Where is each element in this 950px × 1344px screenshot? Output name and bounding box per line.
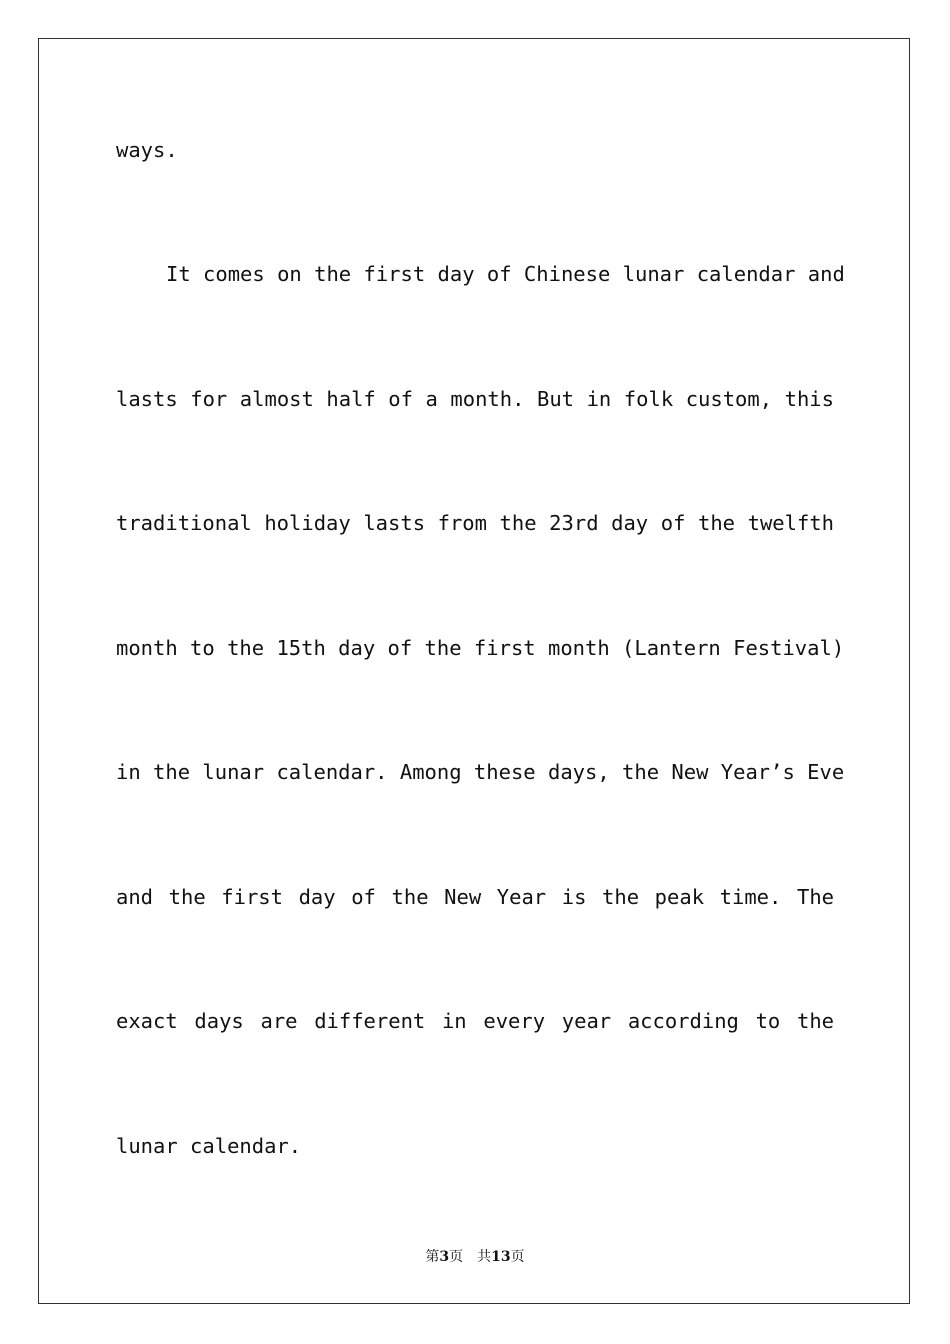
- page-frame: [38, 38, 910, 1304]
- text-line: lasts for almost half of a month. But in folk custom, this: [116, 387, 834, 411]
- text-line: lunar calendar.: [116, 1134, 302, 1158]
- text-line: exact days are different in every year according to the: [116, 1009, 834, 1033]
- text-line: It comes on the first day of Chinese lunar calendar and: [166, 262, 845, 286]
- total-suffix: 页: [510, 1249, 525, 1265]
- text-line: traditional holiday lasts from the 23rd day of the twelfth: [116, 511, 834, 535]
- text-line: in the lunar calendar. Among these days, the New Year’s Eve: [116, 760, 845, 784]
- total-prefix: 共: [477, 1249, 492, 1265]
- text-line: and the first day of the New Year is the peak time. The: [116, 885, 834, 909]
- page-prefix: 第: [425, 1249, 440, 1265]
- text-line: month to the 15th day of the first month (Lantern Festival): [116, 636, 845, 660]
- page-footer: [0, 1247, 950, 1267]
- page-number: 3: [439, 1249, 450, 1265]
- total-pages: 13: [491, 1249, 511, 1265]
- page-suffix: 页: [449, 1249, 464, 1265]
- text-line: ways.: [116, 138, 178, 162]
